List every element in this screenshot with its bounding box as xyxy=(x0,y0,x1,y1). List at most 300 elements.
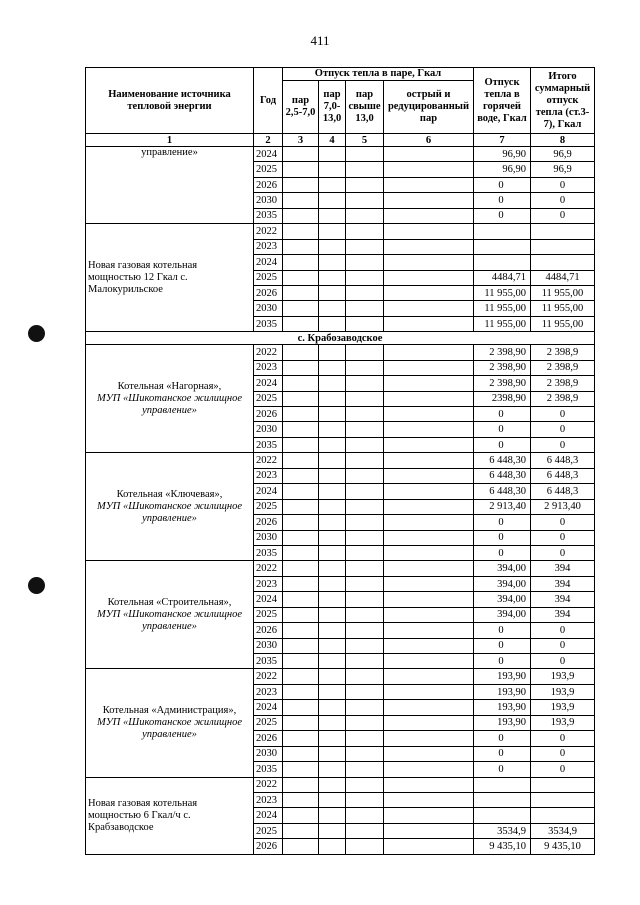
total-value: 193,9 xyxy=(531,669,595,684)
hot-water-value: 394,00 xyxy=(474,561,531,576)
steam-value-cell xyxy=(319,391,346,406)
steam-value-cell xyxy=(346,700,384,715)
steam-value-cell xyxy=(319,576,346,591)
steam-value-cell xyxy=(319,162,346,177)
steam-value-cell xyxy=(384,437,474,452)
total-value: 2 913,40 xyxy=(531,499,595,514)
steam-value-cell xyxy=(283,177,319,192)
steam-value-cell xyxy=(384,484,474,499)
hot-water-value: 0 xyxy=(474,407,531,422)
header-steam-group: Отпуск тепла в паре, Гкал xyxy=(283,68,474,81)
hot-water-value: 394,00 xyxy=(474,576,531,591)
steam-value-cell xyxy=(319,607,346,622)
total-value: 2 398,9 xyxy=(531,376,595,391)
steam-value-cell xyxy=(384,792,474,807)
steam-value-cell xyxy=(319,561,346,576)
steam-value-cell xyxy=(319,316,346,331)
total-value: 0 xyxy=(531,437,595,452)
steam-value-cell xyxy=(283,684,319,699)
steam-value-cell xyxy=(283,422,319,437)
steam-value-cell xyxy=(283,499,319,514)
year-cell: 2035 xyxy=(254,654,283,669)
year-cell: 2026 xyxy=(254,177,283,192)
year-cell: 2026 xyxy=(254,407,283,422)
steam-value-cell xyxy=(384,376,474,391)
steam-value-cell xyxy=(319,777,346,792)
year-cell: 2026 xyxy=(254,839,283,854)
steam-value-cell xyxy=(319,360,346,375)
steam-value-cell xyxy=(384,499,474,514)
steam-value-cell xyxy=(346,592,384,607)
steam-value-cell xyxy=(384,715,474,730)
steam-value-cell xyxy=(283,808,319,823)
total-value xyxy=(531,792,595,807)
steam-value-cell xyxy=(319,715,346,730)
steam-value-cell xyxy=(346,147,384,162)
total-value: 0 xyxy=(531,762,595,777)
steam-value-cell xyxy=(384,823,474,838)
total-value: 0 xyxy=(531,422,595,437)
steam-value-cell xyxy=(283,654,319,669)
source-name: управление» xyxy=(141,147,198,158)
total-value: 0 xyxy=(531,208,595,223)
hot-water-value: 0 xyxy=(474,545,531,560)
table-row xyxy=(86,453,595,468)
hot-water-value: 0 xyxy=(474,638,531,653)
column-number: 4 xyxy=(319,134,346,147)
hot-water-value: 193,90 xyxy=(474,715,531,730)
year-cell: 2023 xyxy=(254,239,283,254)
source-operator: МУП «Шикотанское жилищное управление» xyxy=(96,392,242,416)
steam-value-cell xyxy=(384,561,474,576)
steam-value-cell xyxy=(346,654,384,669)
steam-value-cell xyxy=(384,515,474,530)
header-year: Год xyxy=(254,68,283,134)
column-number: 6 xyxy=(384,134,474,147)
year-cell: 2030 xyxy=(254,301,283,316)
steam-value-cell xyxy=(319,684,346,699)
steam-value-cell xyxy=(346,545,384,560)
hot-water-value: 6 448,30 xyxy=(474,453,531,468)
hot-water-value: 0 xyxy=(474,177,531,192)
steam-value-cell xyxy=(283,545,319,560)
hot-water-value: 193,90 xyxy=(474,669,531,684)
steam-value-cell xyxy=(384,177,474,192)
steam-value-cell xyxy=(283,792,319,807)
hot-water-value xyxy=(474,224,531,239)
year-cell: 2022 xyxy=(254,224,283,239)
source-name-cell xyxy=(86,147,254,224)
hot-water-value xyxy=(474,255,531,270)
total-value xyxy=(531,777,595,792)
hot-water-value: 0 xyxy=(474,746,531,761)
steam-value-cell xyxy=(346,376,384,391)
steam-value-cell xyxy=(384,669,474,684)
steam-value-cell xyxy=(346,193,384,208)
steam-value-cell xyxy=(384,654,474,669)
steam-value-cell xyxy=(346,715,384,730)
total-value: 96,9 xyxy=(531,162,595,177)
steam-value-cell xyxy=(346,360,384,375)
total-value: 394 xyxy=(531,592,595,607)
steam-value-cell xyxy=(319,208,346,223)
column-number: 5 xyxy=(346,134,384,147)
steam-value-cell xyxy=(319,623,346,638)
steam-value-cell xyxy=(346,576,384,591)
total-value: 11 955,00 xyxy=(531,301,595,316)
total-value: 2 398,9 xyxy=(531,391,595,406)
steam-value-cell xyxy=(384,407,474,422)
hot-water-value: 0 xyxy=(474,422,531,437)
steam-value-cell xyxy=(346,623,384,638)
source-name: Котельная «Строительная», xyxy=(107,596,232,608)
hot-water-value: 0 xyxy=(474,623,531,638)
steam-value-cell xyxy=(283,193,319,208)
steam-value-cell xyxy=(346,684,384,699)
steam-value-cell xyxy=(384,147,474,162)
steam-value-cell xyxy=(283,147,319,162)
steam-value-cell xyxy=(346,162,384,177)
steam-value-cell xyxy=(319,515,346,530)
hot-water-value: 2 398,90 xyxy=(474,376,531,391)
steam-value-cell xyxy=(384,391,474,406)
source-name: Котельная «Нагорная», xyxy=(117,380,222,392)
steam-value-cell xyxy=(384,239,474,254)
steam-value-cell xyxy=(283,468,319,483)
steam-value-cell xyxy=(283,515,319,530)
steam-value-cell xyxy=(346,208,384,223)
steam-value-cell xyxy=(384,193,474,208)
steam-value-cell xyxy=(384,731,474,746)
year-cell: 2035 xyxy=(254,545,283,560)
steam-value-cell xyxy=(283,530,319,545)
total-value: 6 448,3 xyxy=(531,468,595,483)
steam-value-cell xyxy=(283,255,319,270)
source-name-cell xyxy=(86,561,254,669)
year-cell: 2025 xyxy=(254,391,283,406)
steam-value-cell xyxy=(283,208,319,223)
steam-value-cell xyxy=(283,839,319,854)
hot-water-value xyxy=(474,792,531,807)
steam-value-cell xyxy=(346,437,384,452)
steam-value-cell xyxy=(319,255,346,270)
steam-value-cell xyxy=(283,669,319,684)
steam-value-cell xyxy=(346,177,384,192)
steam-value-cell xyxy=(384,255,474,270)
header-hot-water: Отпуск тепла в горячей воде, Гкал xyxy=(474,68,531,134)
steam-value-cell xyxy=(384,345,474,360)
steam-value-cell xyxy=(346,255,384,270)
hot-water-value xyxy=(474,777,531,792)
page-number: 411 xyxy=(310,33,330,48)
year-cell: 2022 xyxy=(254,669,283,684)
punch-hole-top xyxy=(28,325,45,342)
steam-value-cell xyxy=(283,576,319,591)
year-cell: 2024 xyxy=(254,592,283,607)
steam-value-cell xyxy=(283,607,319,622)
steam-value-cell xyxy=(283,777,319,792)
steam-value-cell xyxy=(346,499,384,514)
hot-water-value: 193,90 xyxy=(474,700,531,715)
hot-water-value: 11 955,00 xyxy=(474,316,531,331)
year-cell: 2025 xyxy=(254,499,283,514)
steam-value-cell xyxy=(283,162,319,177)
section-row xyxy=(86,332,595,345)
hot-water-value: 96,90 xyxy=(474,147,531,162)
table-row xyxy=(86,345,595,360)
hot-water-value: 3534,9 xyxy=(474,823,531,838)
hot-water-value: 2 913,40 xyxy=(474,499,531,514)
year-cell: 2025 xyxy=(254,823,283,838)
hot-water-value: 2 398,90 xyxy=(474,345,531,360)
year-cell: 2022 xyxy=(254,453,283,468)
steam-value-cell xyxy=(319,669,346,684)
steam-value-cell xyxy=(283,746,319,761)
steam-value-cell xyxy=(384,360,474,375)
total-value: 0 xyxy=(531,638,595,653)
steam-value-cell xyxy=(384,224,474,239)
steam-value-cell xyxy=(384,746,474,761)
steam-value-cell xyxy=(346,808,384,823)
punch-hole-bottom xyxy=(28,577,45,594)
steam-value-cell xyxy=(384,270,474,285)
hot-water-value: 0 xyxy=(474,654,531,669)
steam-value-cell xyxy=(319,654,346,669)
steam-value-cell xyxy=(346,762,384,777)
total-value: 11 955,00 xyxy=(531,316,595,331)
steam-value-cell xyxy=(283,224,319,239)
steam-value-cell xyxy=(319,177,346,192)
steam-value-cell xyxy=(283,762,319,777)
steam-value-cell xyxy=(319,147,346,162)
steam-value-cell xyxy=(319,499,346,514)
table-row xyxy=(86,669,595,684)
steam-value-cell xyxy=(283,285,319,300)
year-cell: 2030 xyxy=(254,746,283,761)
steam-value-cell xyxy=(384,777,474,792)
steam-value-cell xyxy=(319,224,346,239)
steam-value-cell xyxy=(283,638,319,653)
steam-value-cell xyxy=(346,607,384,622)
steam-value-cell xyxy=(346,270,384,285)
hot-water-value: 0 xyxy=(474,515,531,530)
total-value: 9 435,10 xyxy=(531,839,595,854)
steam-value-cell xyxy=(319,270,346,285)
hot-water-value: 96,90 xyxy=(474,162,531,177)
steam-value-cell xyxy=(384,638,474,653)
steam-value-cell xyxy=(319,762,346,777)
steam-value-cell xyxy=(319,285,346,300)
steam-value-cell xyxy=(346,792,384,807)
steam-value-cell xyxy=(346,422,384,437)
steam-value-cell xyxy=(346,731,384,746)
total-value: 193,9 xyxy=(531,700,595,715)
total-value: 394 xyxy=(531,607,595,622)
steam-value-cell xyxy=(384,762,474,777)
header-steam-col: пар 7,0-13,0 xyxy=(319,81,346,134)
steam-value-cell xyxy=(283,561,319,576)
steam-value-cell xyxy=(319,301,346,316)
total-value: 4484,71 xyxy=(531,270,595,285)
source-name: Котельная «Администрация», xyxy=(102,704,237,716)
steam-value-cell xyxy=(384,453,474,468)
steam-value-cell xyxy=(384,530,474,545)
year-cell: 2022 xyxy=(254,561,283,576)
total-value xyxy=(531,808,595,823)
total-value: 0 xyxy=(531,177,595,192)
steam-value-cell xyxy=(384,301,474,316)
total-value: 11 955,00 xyxy=(531,285,595,300)
source-name: Новая газовая котельная мощностью 12 Гкал с. Малокурильское xyxy=(88,259,198,295)
heat-supply-table xyxy=(85,67,595,855)
steam-value-cell xyxy=(319,468,346,483)
steam-value-cell xyxy=(319,453,346,468)
total-value: 0 xyxy=(531,545,595,560)
steam-value-cell xyxy=(346,746,384,761)
year-cell: 2023 xyxy=(254,684,283,699)
steam-value-cell xyxy=(384,316,474,331)
total-value: 6 448,3 xyxy=(531,453,595,468)
steam-value-cell xyxy=(346,638,384,653)
steam-value-cell xyxy=(346,777,384,792)
steam-value-cell xyxy=(346,391,384,406)
steam-value-cell xyxy=(384,162,474,177)
steam-value-cell xyxy=(346,561,384,576)
total-value: 0 xyxy=(531,654,595,669)
total-value: 96,9 xyxy=(531,147,595,162)
steam-value-cell xyxy=(319,731,346,746)
hot-water-value: 2398,90 xyxy=(474,391,531,406)
steam-value-cell xyxy=(319,484,346,499)
hot-water-value: 4484,71 xyxy=(474,270,531,285)
total-value: 394 xyxy=(531,576,595,591)
year-cell: 2023 xyxy=(254,576,283,591)
hot-water-value: 0 xyxy=(474,208,531,223)
column-number: 3 xyxy=(283,134,319,147)
steam-value-cell xyxy=(384,208,474,223)
steam-value-cell xyxy=(384,684,474,699)
steam-value-cell xyxy=(319,376,346,391)
steam-value-cell xyxy=(346,669,384,684)
source-name-cell xyxy=(86,777,254,854)
total-value: 2 398,9 xyxy=(531,345,595,360)
steam-value-cell xyxy=(319,792,346,807)
steam-value-cell xyxy=(319,407,346,422)
steam-value-cell xyxy=(384,576,474,591)
steam-value-cell xyxy=(283,407,319,422)
steam-value-cell xyxy=(283,270,319,285)
steam-value-cell xyxy=(346,345,384,360)
steam-value-cell xyxy=(283,484,319,499)
steam-value-cell xyxy=(319,422,346,437)
total-value: 0 xyxy=(531,530,595,545)
year-cell: 2026 xyxy=(254,285,283,300)
steam-value-cell xyxy=(319,592,346,607)
steam-value-cell xyxy=(384,700,474,715)
total-value: 0 xyxy=(531,193,595,208)
hot-water-value: 0 xyxy=(474,731,531,746)
year-cell: 2024 xyxy=(254,147,283,162)
section-title: с. Крабозаводское xyxy=(86,332,595,345)
steam-value-cell xyxy=(346,407,384,422)
total-value: 0 xyxy=(531,515,595,530)
year-cell: 2025 xyxy=(254,715,283,730)
steam-value-cell xyxy=(283,391,319,406)
steam-value-cell xyxy=(384,808,474,823)
steam-value-cell xyxy=(319,345,346,360)
steam-value-cell xyxy=(319,530,346,545)
total-value xyxy=(531,224,595,239)
steam-value-cell xyxy=(319,193,346,208)
year-cell: 2024 xyxy=(254,484,283,499)
source-operator: МУП «Шикотанское жилищное управление» xyxy=(96,500,242,524)
year-cell: 2035 xyxy=(254,437,283,452)
year-cell: 2030 xyxy=(254,530,283,545)
total-value: 193,9 xyxy=(531,715,595,730)
steam-value-cell xyxy=(283,301,319,316)
source-name-cell xyxy=(86,345,254,453)
steam-value-cell xyxy=(384,592,474,607)
steam-value-cell xyxy=(384,623,474,638)
steam-value-cell xyxy=(319,239,346,254)
steam-value-cell xyxy=(283,700,319,715)
year-cell: 2035 xyxy=(254,762,283,777)
steam-value-cell xyxy=(346,453,384,468)
hot-water-value: 193,90 xyxy=(474,684,531,699)
steam-value-cell xyxy=(283,823,319,838)
table-row xyxy=(86,147,595,162)
column-number: 8 xyxy=(531,134,595,147)
year-cell: 2024 xyxy=(254,376,283,391)
hot-water-value: 0 xyxy=(474,193,531,208)
steam-value-cell xyxy=(346,224,384,239)
total-value: 0 xyxy=(531,623,595,638)
steam-value-cell xyxy=(346,839,384,854)
column-number: 7 xyxy=(474,134,531,147)
year-cell: 2025 xyxy=(254,162,283,177)
total-value xyxy=(531,239,595,254)
steam-value-cell xyxy=(319,746,346,761)
steam-value-cell xyxy=(384,468,474,483)
source-name: Новая газовая котельная мощностью 6 Гкал/ч с. Крабзаводское xyxy=(88,797,198,833)
steam-value-cell xyxy=(319,437,346,452)
steam-value-cell xyxy=(319,700,346,715)
year-cell: 2025 xyxy=(254,270,283,285)
steam-value-cell xyxy=(283,345,319,360)
steam-value-cell xyxy=(319,823,346,838)
steam-value-cell xyxy=(319,808,346,823)
year-cell: 2023 xyxy=(254,360,283,375)
source-name-cell xyxy=(86,669,254,777)
year-cell: 2023 xyxy=(254,468,283,483)
steam-value-cell xyxy=(346,316,384,331)
hot-water-value: 9 435,10 xyxy=(474,839,531,854)
hot-water-value: 0 xyxy=(474,762,531,777)
steam-value-cell xyxy=(283,731,319,746)
year-cell: 2024 xyxy=(254,700,283,715)
steam-value-cell xyxy=(346,301,384,316)
hot-water-value: 2 398,90 xyxy=(474,360,531,375)
year-cell: 2030 xyxy=(254,638,283,653)
total-value: 6 448,3 xyxy=(531,484,595,499)
header-steam-col: пар 2,5-7,0 xyxy=(283,81,319,134)
steam-value-cell xyxy=(384,545,474,560)
steam-value-cell xyxy=(346,285,384,300)
year-cell: 2035 xyxy=(254,208,283,223)
hot-water-value: 6 448,30 xyxy=(474,484,531,499)
steam-value-cell xyxy=(283,623,319,638)
steam-value-cell xyxy=(283,437,319,452)
